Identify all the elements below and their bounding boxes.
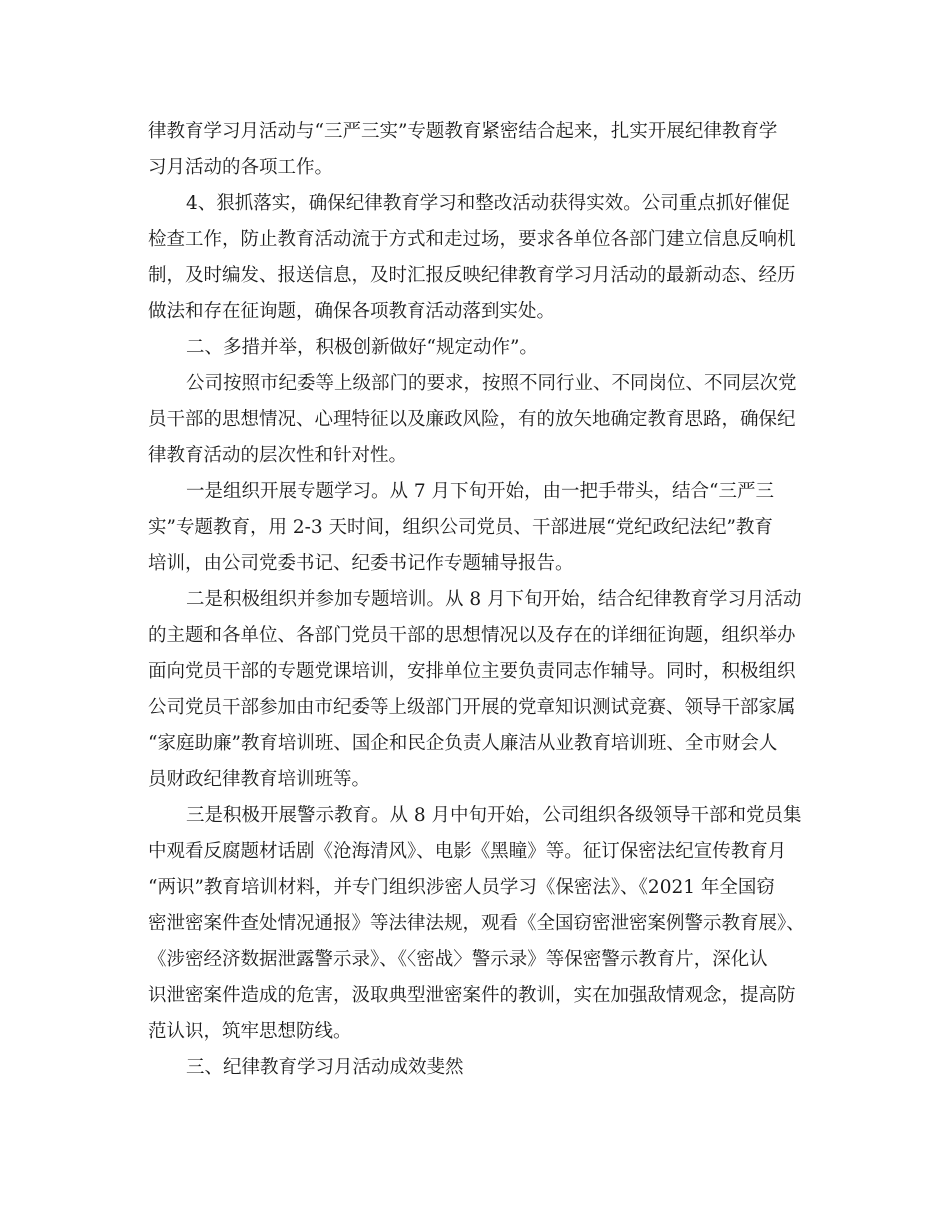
text-line: 做法和存在征询题，确保各项教育活动落到实处。 [148,301,556,322]
text-line: 公司党员干部参加由市纪委等上级部门开展的党章知识测试竞赛、领导干部家属 [148,697,796,718]
text-line: 律教育活动的层次性和针对性。 [148,445,408,466]
text-line: 面向党员干部的专题党课培训，安排单位主要负责同志作辅导。同时，积极组织 [148,661,796,682]
text-line: “家庭助廉”教育培训班、国企和民企负责人廉洁从业教育培训班、全市财会人 [148,733,778,754]
text-line: 制，及时编发、报送信息，及时汇报反映纪律教育学习月活动的最新动态、经历 [148,265,796,286]
text-line: 培训，由公司党委书记、纪委书记作专题辅导报告。 [148,553,574,574]
text-line: 范认识，筑牢思想防线。 [148,1021,352,1042]
section-heading: 二、多措并举，积极创新做好“规定动作”。 [186,337,538,358]
paragraph-start-line: 公司按照市纪委等上级部门的要求，按照不同行业、不同岗位、不同层次党 [186,373,797,394]
text-line: 实”专题教育，用 2-3 天时间，组织公司党员、干部进展“党纪政纪法纪”教育 [148,517,773,538]
paragraph-start-line: 一是组织开展专题学习。从 7 月下旬开始，由一把手带头，结合“三严三 [186,481,774,502]
text-line: 员干部的思想情况、心理特征以及廉政风险，有的放矢地确定教育思路，确保纪 [148,409,796,430]
text-line: 密泄密案件查处情况通报》等法律法规，观看《全国窃密泄密案例警示教育展》、 [148,913,805,934]
paragraph-start-line: 二是积极组织并参加专题培训。从 8 月下旬开始，结合纪律教育学习月活动 [186,589,802,610]
text-line: “两识”教育培训材料，并专门组织涉密人员学习《保密法》、《2021 年全国窃 [148,877,775,898]
text-line: 《涉密经济数据泄露警示录》、《〈密战〉警示录》等保密警示教育片，深化认 [148,949,768,970]
text-line: 识泄密案件造成的危害，汲取典型泄密案件的教训，实在加强敌情观念，提高防 [148,985,796,1006]
section-heading: 三、纪律教育学习月活动成效斐然 [186,1057,464,1078]
text-line: 中观看反腐题材话剧《沧海清风》、电影《黑瞳》等。征订保密法纪宣传教育月 [148,841,787,862]
paragraph-start-line: 4、狠抓落实，确保纪律教育学习和整改活动获得实效。公司重点抓好催促 [186,193,790,214]
text-line: 的主题和各单位、各部门党员干部的思想情况以及存在的详细征询题，组织举办 [148,625,796,646]
text-line: 员财政纪律教育培训班等。 [148,769,371,790]
text-line: 习月活动的各项工作。 [148,157,334,178]
text-line: 律教育学习月活动与“三严三实”专题教育紧密结合起来，扎实开展纪律教育学 [148,121,778,142]
text-line: 检查工作，防止教育活动流于方式和走过场，要求各单位各部门建立信息反响机 [148,229,796,250]
paragraph-start-line: 三是积极开展警示教育。从 8 月中旬开始，公司组织各级领导干部和党员集 [186,805,802,826]
